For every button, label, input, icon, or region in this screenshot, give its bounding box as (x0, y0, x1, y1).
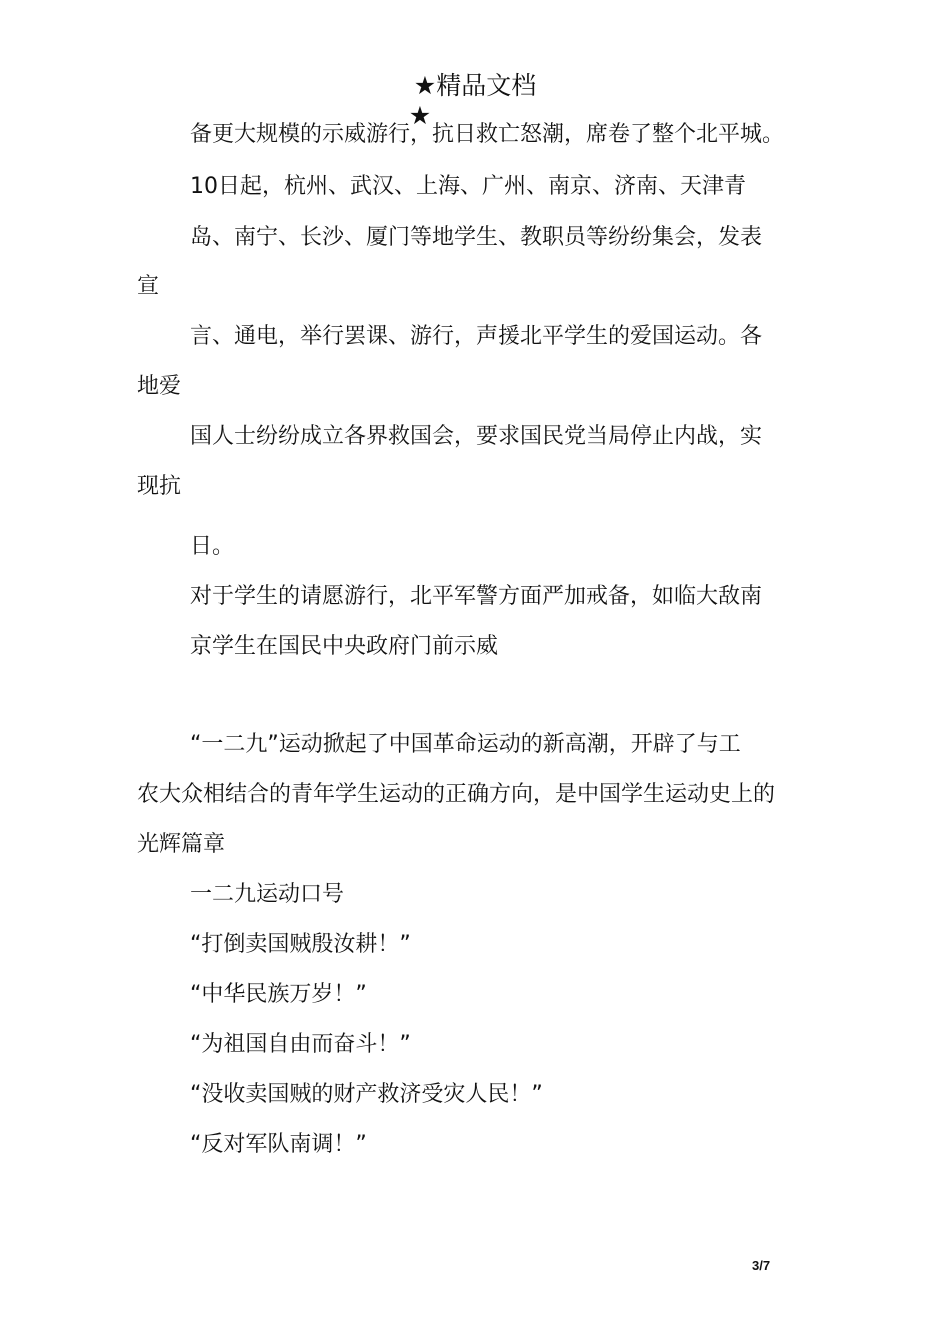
page-number: 3/7 (752, 1258, 771, 1273)
text-line: 农大众相结合的青年学生运动的正确方向，是中国学生运动史上的 (137, 782, 776, 807)
text-line: 宣 (137, 274, 160, 299)
text-line: 现抗 (137, 474, 182, 499)
slogan-line: “反对军队南调！” (190, 1132, 367, 1157)
text-line: 言、通电，举行罢课、游行，声援北平学生的爱国运动。各 (190, 324, 763, 349)
text-line: 日。 (190, 534, 235, 559)
slogan-line: “打倒卖国贼殷汝耕！” (190, 932, 411, 957)
text-line: 备更大规模的示威游行，抗日救亡怒潮，席卷了整个北平城。 (190, 122, 785, 147)
text-line: 对于学生的请愿游行，北平军警方面严加戒备，如临大敌南 (190, 584, 763, 609)
text-line: 岛、南宁、长沙、厦门等地学生、教职员等纷纷集会，发表 (190, 225, 763, 250)
header-title: ★精品文档 (413, 71, 537, 100)
text-line: 地爱 (137, 374, 182, 399)
slogan-line: “中华民族万岁！” (190, 982, 367, 1007)
slogan-line: “没收卖国贼的财产救济受灾人民！” (190, 1082, 543, 1107)
text-line: 国人士纷纷成立各界救国会，要求国民党当局停止内战，实 (190, 424, 763, 449)
text-line: 10日起，杭州、武汉、上海、广州、南京、济南、天津青 (190, 174, 746, 199)
text-line: 光辉篇章 (137, 832, 226, 857)
slogan-line: “为祖国自由而奋斗！” (190, 1032, 411, 1057)
text-line: 一二九运动口号 (190, 882, 345, 907)
text-line: 京学生在国民中央政府门前示威 (190, 634, 499, 659)
text-line: “一二九”运动掀起了中国革命运动的新高潮，开辟了与工 (190, 732, 741, 757)
header-star: ★ (408, 101, 432, 130)
